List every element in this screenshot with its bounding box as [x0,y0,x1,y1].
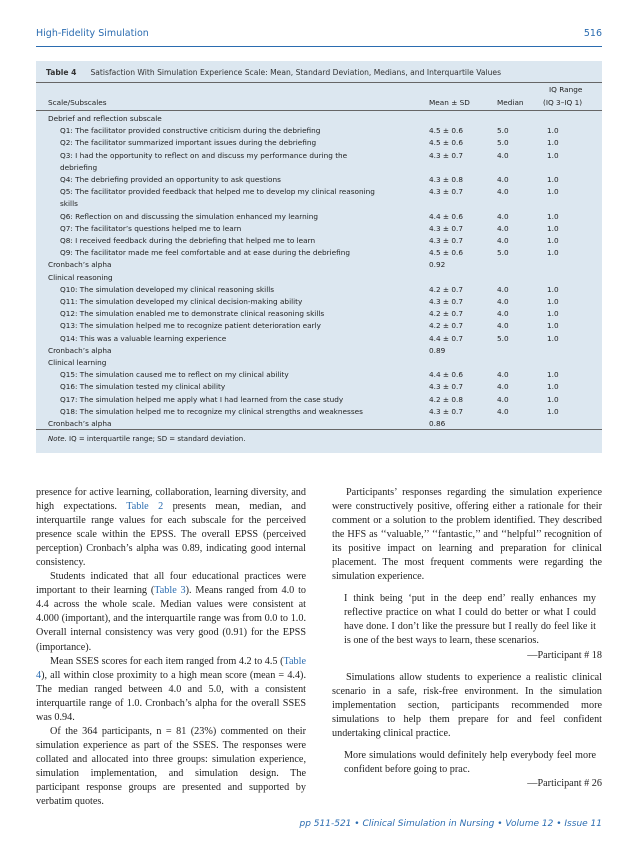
table-row [36,199,602,211]
table-row [36,248,602,260]
row-iq-range: 1.0 [547,370,559,380]
table-row [36,321,602,333]
quote-attribution-2: —Participant # 26 [527,777,602,789]
table-top-rule [36,82,602,83]
left-paragraph-3: Mean SSES scores for each item ranged from 4.2 to 4.5 (Table 4), all within close proximity to a high mean score (mean = 4.4). The median ranged between 4.0 and 5.0, with a consistent interquartile range of 1.0. Cronbach’s alpha for the overall SSES was 0.94. [36,655,306,723]
row-iq-range: 1.0 [547,284,559,294]
row-label: Cronbach’s alpha [48,260,112,270]
table-row [36,382,602,394]
row-median: 5.0 [497,126,509,136]
row-median: 4.0 [497,321,509,331]
row-median: 4.0 [497,370,509,380]
footer-volume: Volume 12 [505,819,554,829]
row-median: 4.0 [497,187,509,197]
table-bottom-rule [36,429,602,430]
footer-issue: Issue 11 [564,819,602,829]
row-iq-range: 1.0 [547,248,559,258]
table-row [36,285,602,297]
row-median: 4.0 [497,175,509,184]
table-row [36,346,602,358]
row-iq-range: 1.0 [547,236,559,245]
row-median: 4.0 [497,150,509,160]
row-mean-sd: 4.3 ± 0.8 [429,175,463,184]
table-row [36,407,602,419]
row-mean-sd: 4.5 ± 0.6 [429,248,463,258]
row-iq-range: 1.0 [547,150,559,160]
table-title: Satisfaction With Simulation Experience Scale: Mean, Standard Deviation, Medians, and Interquartile Values [90,68,502,77]
row-mean-sd: 4.4 ± 0.7 [429,333,463,343]
table-caption [46,68,594,77]
table-row [36,212,602,224]
row-label: Q10: The simulation developed my clinical reasoning skills [60,284,275,294]
row-iq-range: 1.0 [547,187,559,197]
row-label: Q1: The facilitator provided constructive criticism during the debriefing [60,126,321,136]
row-label: Q17: The simulation helped me apply what I had learned from the case study [60,394,344,404]
row-median: 4.0 [497,297,509,306]
table-row [36,151,602,163]
table-row [36,163,602,175]
table-row [36,395,602,407]
row-median: 5.0 [497,333,509,343]
row-mean-sd: 0.86 [429,419,446,428]
table-row [36,187,602,199]
header-iq-line2: (IQ 3–IQ 1) [543,98,583,107]
running-title: High-Fidelity Simulation [36,28,149,39]
row-mean-sd: 4.2 ± 0.7 [429,284,463,294]
header-scale: Scale/Subscales [48,98,107,107]
page-number: 516 [583,28,602,39]
table-row [36,138,602,150]
row-iq-range: 1.0 [547,223,559,233]
table-row [36,236,602,248]
row-median: 4.0 [497,406,509,416]
row-label: Q4: The debriefing provided an opportunity to ask questions [60,175,281,184]
table-row [36,126,602,138]
left-paragraph-1: presence for active learning, collaboration, learning diversity, and high expectations. Table 2 presents mean, median, and interquartile range values for each subscale for the perceived presence scale within the EPSS. The overall EPSS (perceived perception) Cronbach’s alpha was 0.89, indicating good internal consistency. [36,487,306,569]
row-label: Q11: The simulation developed my clinical decision-making ability [60,297,303,306]
row-mean-sd: 4.2 ± 0.8 [429,394,463,404]
row-mean-sd: 4.5 ± 0.6 [429,126,463,136]
row-median: 5.0 [497,248,509,258]
row-median: 4.0 [497,394,509,404]
row-mean-sd: 0.92 [429,260,446,270]
row-median: 4.0 [497,236,509,245]
note-label: Note. [48,435,67,443]
left-column [36,486,306,809]
row-label: Q18: The simulation helped me to recognize my clinical strengths and weaknesses [60,406,363,416]
row-mean-sd: 0.89 [429,345,446,355]
table-row [36,334,602,346]
row-mean-sd: 4.3 ± 0.7 [429,187,463,197]
row-iq-range: 1.0 [547,321,559,331]
right-paragraph-1: Participants’ responses regarding the simulation experience were constructively positive, offering either a rationale for their comment or a solution to the problem identified. They described the HFS as ‘‘valuable,’’ ‘‘fantastic,’’ and ‘‘helpful’’ recognition of its positive impact on learning and preparation for clinical placement. The most frequent comments were regarding the simulation experience. [332,487,602,583]
table-note [48,435,245,443]
row-mean-sd: 4.4 ± 0.6 [429,370,463,380]
block-quote-1: I think being ‘put in the deep end’ really enhances my reflective practice on what I could do better or what I could have done. I don’t like the pressure but I really do feel like it is one of the best ways to learn, these scenarios. [344,593,596,647]
row-iq-range: 1.0 [547,211,559,221]
row-label: Q16: The simulation tested my clinical ability [60,382,226,392]
row-label: Q13: The simulation helped me to recognize patient deterioration early [60,321,321,331]
row-label: debriefing [60,162,98,172]
left-paragraph-2: Students indicated that all four educational practices were important to their learning (Table 3). Means ranged from 4.0 to 4.4 across the whole scale. Median values were consistent at 4.000 (important), and the interquartile range was from 0.0 to 1.0. Overall internal consistency was very good (0.91) for the EPSS (importance). [36,571,306,653]
table-row [36,114,602,126]
row-mean-sd: 4.3 ± 0.7 [429,236,463,245]
table-number: Table 4 [46,68,77,77]
row-mean-sd: 4.3 ± 0.7 [429,297,463,306]
row-mean-sd: 4.3 ± 0.7 [429,150,463,160]
quote-attribution-1: —Participant # 18 [527,649,602,661]
row-mean-sd: 4.2 ± 0.7 [429,309,463,319]
table-2-link[interactable]: Table 2 [126,501,164,513]
table-row [36,260,602,272]
row-label: skills [60,199,78,209]
row-mean-sd: 4.2 ± 0.7 [429,321,463,331]
row-iq-range: 1.0 [547,175,559,184]
table-row [36,224,602,236]
page-footer: pp 511-521 • Clinical Simulation in Nursing • Volume 12 • Issue 11 [299,819,602,829]
table-row [36,309,602,321]
row-label: Q9: The facilitator made me feel comfortable and at ease during the debriefing [60,248,350,258]
row-iq-range: 1.0 [547,333,559,343]
header-rule [36,46,602,47]
row-mean-sd: 4.3 ± 0.7 [429,406,463,416]
block-quote-2: More simulations would definitely help everybody feel more confident before going to prac. [344,749,596,775]
table-header-rule [36,110,602,111]
table-row [36,273,602,285]
row-iq-range: 1.0 [547,297,559,306]
row-label: Q8: I received feedback during the debriefing that helped me to learn [60,236,316,245]
row-label: Q15: The simulation caused me to reflect on my clinical ability [60,370,289,380]
header-mean: Mean ± SD [429,98,470,107]
table-3-link[interactable]: Table 3 [154,585,186,597]
row-label: Q7: The facilitator’s questions helped me to learn [60,223,242,233]
row-median: 4.0 [497,211,509,221]
table-row [36,358,602,370]
row-median: 5.0 [497,138,509,148]
row-iq-range: 1.0 [547,394,559,404]
row-label: Cronbach’s alpha [48,419,112,428]
row-label: Debrief and reflection subscale [48,114,162,123]
running-header [36,28,602,42]
row-iq-range: 1.0 [547,382,559,392]
row-iq-range: 1.0 [547,406,559,416]
row-label: Clinical learning [48,358,107,367]
row-median: 4.0 [497,382,509,392]
row-median: 4.0 [497,309,509,319]
row-mean-sd: 4.4 ± 0.6 [429,211,463,221]
table-4-link[interactable]: Table 4 [36,655,306,681]
row-label: Q6: Reflection on and discussing the simulation enhanced my learning [60,211,319,221]
row-label: Q5: The facilitator provided feedback that helped me to develop my clinical reasoning [60,187,375,197]
row-label: Clinical reasoning [48,272,113,282]
row-median: 4.0 [497,223,509,233]
table-row [36,297,602,309]
right-column [332,486,602,799]
note-text: IQ = interquartile range; SD = standard deviation. [66,435,246,443]
row-label: Q12: The simulation enabled me to demonstrate clinical reasoning skills [60,309,325,319]
row-mean-sd: 4.3 ± 0.7 [429,382,463,392]
row-mean-sd: 4.3 ± 0.7 [429,223,463,233]
row-mean-sd: 4.5 ± 0.6 [429,138,463,148]
table-row [36,175,602,187]
header-median: Median [497,98,524,107]
footer-journal: Clinical Simulation in Nursing [362,819,495,829]
left-paragraph-4: Of the 364 participants, n = 81 (23%) commented on their simulation experience as part of the SSES. The responses were collated and allocated into three groups: simulation experience, simulation implementation, and simulation design. The participant response groups are presented and supported by verbatim quotes. [36,725,306,808]
row-label: Q2: The facilitator summarized important issues during the debriefing [60,138,317,148]
footer-pages: pp 511-521 [299,819,352,829]
row-iq-range: 1.0 [547,138,559,148]
header-iq-line1: IQ Range [549,85,583,94]
row-label: Q3: I had the opportunity to reflect on and discuss my performance during the [60,150,348,160]
table-row [36,370,602,382]
row-iq-range: 1.0 [547,126,559,136]
right-paragraph-2: Simulations allow students to experience a realistic clinical scenario in a safe, risk-free environment. In the simulation implementation section, participants recommended more simulations to help them prepare for and feel confident undertaking clinical practice. [332,671,602,739]
row-median: 4.0 [497,284,509,294]
row-iq-range: 1.0 [547,309,559,319]
row-label: Cronbach’s alpha [48,345,112,355]
table-4 [36,61,602,453]
row-label: Q14: This was a valuable learning experience [60,333,227,343]
